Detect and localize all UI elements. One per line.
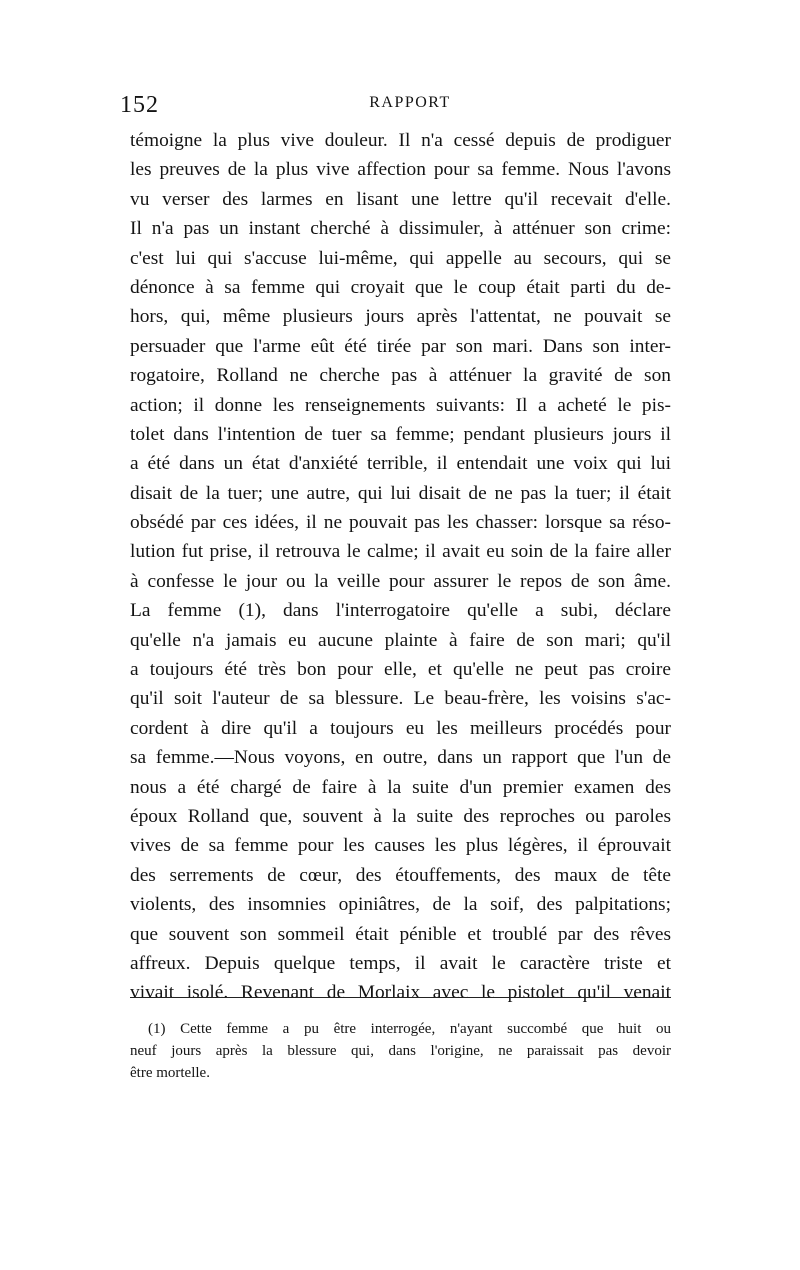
text-line: a toujours été très bon pour elle, et qu'elle ne peut pas croire: [130, 659, 671, 681]
text-line: lution fut prise, il retrouva le calme; il avait eu soin de la faire aller: [130, 541, 671, 563]
text-line: les preuves de la plus vive affection pour sa femme. Nous l'avons: [130, 159, 671, 181]
text-line: tolet dans l'intention de tuer sa femme; pendant plusieurs jours il: [130, 423, 671, 445]
text-line: vu verser des larmes en lisant une lettre qu'il recevait d'elle.: [130, 188, 671, 210]
text-line: que souvent son sommeil était pénible et troublé par des rêves: [130, 923, 671, 945]
footnote-divider: [130, 997, 671, 998]
footnote-line: être mortelle.: [130, 1065, 210, 1081]
text-line: La femme (1), dans l'interrogatoire qu'elle a subi, déclare: [130, 600, 671, 622]
text-line: a été dans un état d'anxiété terrible, il entendait une voix qui lui: [130, 453, 671, 475]
text-line: violents, des insomnies opiniâtres, de la soif, des palpitations;: [130, 894, 671, 916]
text-line: disait de la tuer; une autre, qui lui disait de ne pas la tuer; il était: [130, 482, 671, 504]
footnote: [130, 1018, 671, 1084]
text-line: des serrements de cœur, des étouffements, des maux de tête: [130, 864, 671, 886]
text-line: rogatoire, Rolland ne cherche pas à atténuer la gravité de son: [130, 365, 671, 387]
text-line: persuader que l'arme eût été tirée par son mari. Dans son inter-: [130, 335, 671, 357]
footnote-line: (1) Cette femme a pu être interrogée, n'ayant succombé que huit ou: [148, 1021, 671, 1037]
text-line: dénonce à sa femme qui croyait que le coup était parti du de-: [130, 276, 671, 298]
text-line: époux Rolland que, souvent à la suite des reproches ou paroles: [130, 805, 671, 827]
text-line: cordent à dire qu'il a toujours eu les meilleurs procédés pour: [130, 717, 671, 739]
text-line: sa femme.—Nous voyons, en outre, dans un rapport que l'un de: [130, 747, 671, 769]
body-text: [130, 126, 671, 1008]
text-line: affreux. Depuis quelque temps, il avait le caractère triste et: [130, 952, 671, 974]
text-line: hors, qui, même plusieurs jours après l'attentat, ne pouvait se: [130, 306, 671, 328]
page-header: [120, 92, 680, 122]
text-line: obsédé par ces idées, il ne pouvait pas les chasser: lorsque sa réso-: [130, 512, 671, 534]
text-line: action; il donne les renseignements suivants: Il a acheté le pis-: [130, 394, 671, 416]
running-head: RAPPORT: [369, 94, 451, 111]
footnote-line: neuf jours après la blessure qui, dans l'origine, ne paraissait pas devoir: [130, 1043, 671, 1059]
text-line: à confesse le jour ou la veille pour assurer le repos de son âme.: [130, 570, 671, 592]
text-line: c'est lui qui s'accuse lui-même, qui appelle au secours, qui se: [130, 247, 671, 269]
text-line: Il n'a pas un instant cherché à dissimuler, à atténuer son crime:: [130, 218, 671, 240]
page-number: 152: [120, 92, 159, 118]
text-line: qu'elle n'a jamais eu aucune plainte à faire de son mari; qu'il: [130, 629, 671, 651]
text-line: nous a été chargé de faire à la suite d'un premier examen des: [130, 776, 671, 798]
text-line: vives de sa femme pour les causes les plus légères, il éprouvait: [130, 835, 671, 857]
text-line: vivait isolé. Revenant de Morlaix avec le pistolet qu'il venait: [130, 982, 671, 1004]
text-line: témoigne la plus vive douleur. Il n'a cessé depuis de prodiguer: [130, 130, 671, 151]
text-line: qu'il soit l'auteur de sa blessure. Le beau-frère, les voisins s'ac-: [130, 688, 671, 710]
